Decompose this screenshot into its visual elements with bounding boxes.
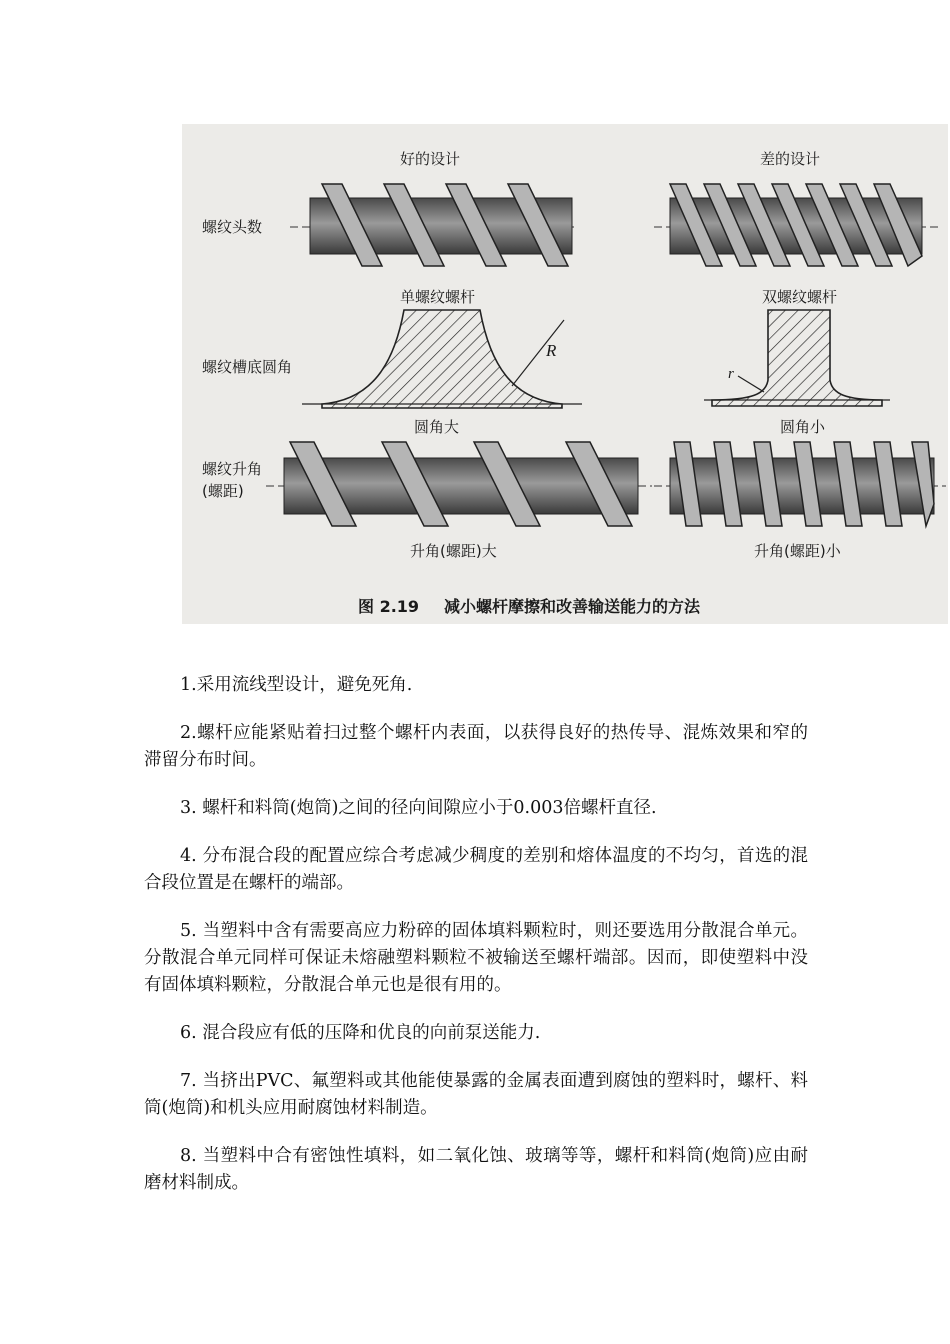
row-helix-label-1: 螺纹升角 — [202, 460, 263, 478]
helix-small-label: 升角(螺距)小 — [754, 542, 841, 560]
double-flight-label: 双螺纹螺杆 — [762, 288, 838, 306]
paragraph-7: 7. 当挤出PVC、氟塑料或其他能使暴露的金属表面遭到腐蚀的塑料时，螺杆、料筒(炮筒)和机头应用耐腐蚀材料制造。 — [144, 1071, 808, 1118]
double-flight-screw — [654, 184, 942, 266]
figure-caption-number: 图 2.19 — [358, 597, 420, 616]
paragraph-6: 6. 混合段应有低的压降和优良的向前泵送能力. — [180, 1023, 541, 1043]
small-radius-label: r — [728, 366, 734, 382]
big-radius-label: R — [546, 341, 557, 360]
large-fillet-profile — [302, 310, 582, 408]
paragraph-2: 2.螺杆应能紧贴着扫过整个螺杆内表面，以获得良好的热传导、混炼效果和窄的滞留分布时间。 — [144, 723, 808, 770]
figure-drawing — [182, 124, 948, 624]
small-fillet-profile — [704, 310, 890, 406]
row-threads-label: 螺纹头数 — [202, 218, 263, 236]
large-helix-screw — [266, 442, 652, 526]
fillet-small-label: 圆角小 — [780, 418, 826, 436]
body-text — [144, 672, 808, 1218]
single-flight-screw — [290, 184, 578, 266]
row-helix-label-2: (螺距) — [202, 482, 244, 500]
col-bad-label: 差的设计 — [760, 150, 821, 168]
figure-caption-text: 减小螺杆摩擦和改善输送能力的方法 — [444, 597, 701, 616]
paragraph-4: 4. 分布混合段的配置应综合考虑减少稠度的差别和熔体温度的不均匀，首选的混合段位置是在螺杆的端部。 — [144, 846, 808, 893]
screw-design-figure — [182, 124, 948, 624]
paragraph-8: 8. 当塑料中合有密蚀性填料，如二氧化蚀、玻璃等等，螺杆和料筒(炮筒)应由耐磨材料制成。 — [144, 1146, 808, 1193]
paragraph-3: 3. 螺杆和料筒(炮筒)之间的径向间隙应小于0.003倍螺杆直径. — [180, 798, 657, 818]
single-flight-label: 单螺纹螺杆 — [400, 288, 476, 306]
helix-big-label: 升角(螺距)大 — [410, 542, 497, 560]
fillet-big-label: 圆角大 — [414, 418, 460, 436]
row-root-label: 螺纹槽底圆角 — [202, 358, 293, 376]
paragraph-1: 1.采用流线型设计，避免死角. — [180, 675, 413, 695]
paragraph-5: 5. 当塑料中含有需要高应力粉碎的固体填料颗粒时，则还要选用分散混合单元。分散混合单元同样可保证未熔融塑料颗粒不被输送至螺杆端部。因而，即使塑料中没有固体填料颗粒，分散混合单元也是很有用的。 — [144, 921, 808, 995]
small-helix-screw — [654, 442, 946, 526]
col-good-label: 好的设计 — [400, 150, 461, 168]
